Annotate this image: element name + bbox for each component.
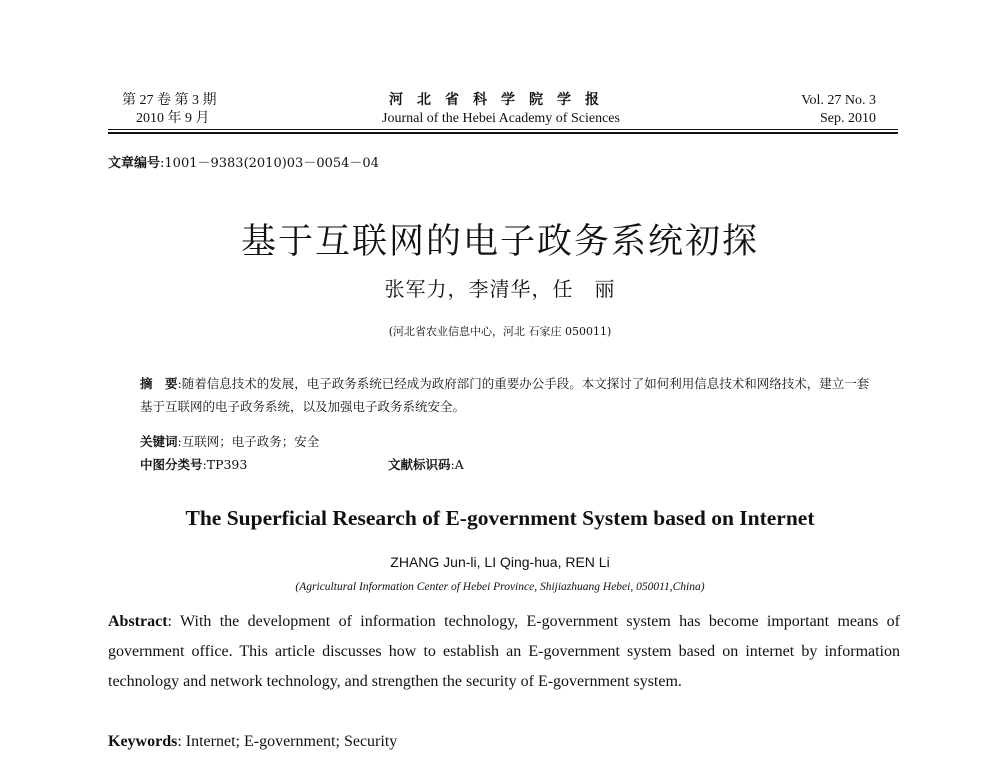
volume-issue-en: Vol. 27 No. 3 <box>801 93 876 108</box>
journal-name-en: Journal of the Hebei Academy of Sciences <box>382 111 620 126</box>
date-cn: 2010 年 9 月 <box>136 111 210 126</box>
affiliation-en: (Agricultural Information Center of Hebei Province, Shijiazhuang Hebei, 050011,China) <box>295 581 705 593</box>
journal-header-right <box>801 92 876 128</box>
volume-issue-cn: 第 27 卷 第 3 期 <box>122 93 217 108</box>
journal-header-center <box>366 92 636 128</box>
authors-en: ZHANG Jun-li, LI Qing-hua, REN Li <box>390 554 610 570</box>
title-en: The Superficial Research of E-government System based on Internet <box>185 506 815 530</box>
document-code <box>388 453 464 476</box>
date-en: Sep. 2010 <box>820 111 876 126</box>
keywords-en <box>108 727 900 757</box>
document-code-value: :A <box>450 457 464 472</box>
header-rule-thin <box>108 129 898 130</box>
article-number-value: :1001－9383(2010)03－0054－04 <box>160 156 379 171</box>
classification-cn <box>140 453 880 476</box>
keywords-en-text: : Internet; E-government; Security <box>177 733 398 750</box>
abstract-en-text: : With the development of information technology, E-government system has become important means of government office. This article discusses how to establish an E-government system based on internet by information technology and network technology, and strengthen the security of E-government system. <box>108 613 900 690</box>
journal-name-cn: 河北省科学院学报 <box>389 93 613 108</box>
abstract-cn-text: :随着信息技术的发展，电子政务系统已经成为政府部门的重要办公手段。本文探讨了如何利用信息技术和网络技术，建立一套基于互联网的电子政务系统，以及加强电子政务系统安全。 <box>140 376 870 414</box>
article-number <box>108 152 379 171</box>
abstract-en-label: Abstract <box>108 613 168 630</box>
abstract-en <box>108 607 900 697</box>
classification-value: :TP393 <box>202 457 248 472</box>
keywords-cn <box>140 430 880 453</box>
journal-header-left <box>122 92 217 128</box>
abstract-cn-label: 摘 要 <box>140 376 178 391</box>
document-code-label: 文献标识码 <box>388 457 451 472</box>
article-number-label: 文章编号 <box>108 156 161 171</box>
abstract-cn <box>140 372 880 418</box>
authors-cn: 张军力，李清华，任 丽 <box>384 277 616 301</box>
title-cn: 基于互联网的电子政务系统初探 <box>240 222 759 262</box>
classification-label: 中图分类号 <box>140 457 203 472</box>
affiliation-cn: (河北省农业信息中心，河北 石家庄 050011) <box>388 325 612 338</box>
keywords-cn-label: 关键词 <box>140 434 178 449</box>
keywords-cn-text: :互联网；电子政务；安全 <box>177 434 320 449</box>
keywords-en-label: Keywords <box>108 733 178 750</box>
header-rule-thick <box>108 132 898 134</box>
